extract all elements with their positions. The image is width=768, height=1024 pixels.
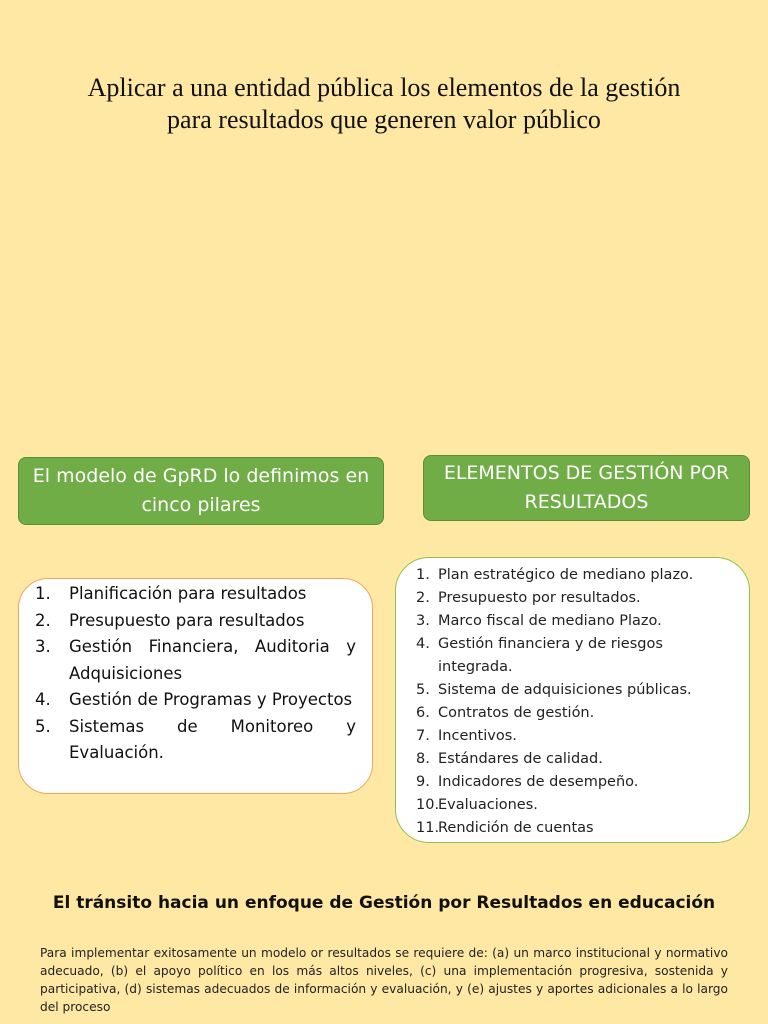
list-item-text: Sistema de adquisiciones públicas.	[438, 682, 692, 698]
pillars-box	[18, 578, 373, 794]
list-item	[35, 714, 356, 767]
list-item	[416, 587, 735, 610]
list-item-text: Planificación para resultados	[69, 584, 307, 603]
list-item	[416, 564, 735, 587]
list-item-text: Contratos de gestión.	[438, 705, 595, 721]
list-item	[416, 725, 735, 748]
list-item-number: 2.	[416, 590, 430, 606]
pillars-header-text: El modelo de GpRD lo definimos en cinco pilares	[32, 465, 370, 516]
list-item-number: 6.	[416, 705, 430, 721]
list-item	[35, 634, 356, 687]
list-item-number: 9.	[416, 774, 430, 790]
list-item-text: Marco fiscal de mediano Plazo.	[438, 613, 662, 629]
list-item	[416, 817, 735, 840]
list-item-text: Presupuesto para resultados	[69, 610, 305, 630]
list-item-text: Gestión de Programas y Proyectos	[69, 690, 353, 709]
list-item	[35, 608, 356, 635]
list-item	[416, 748, 735, 771]
list-item	[416, 794, 735, 817]
section-heading: El tránsito hacia un enfoque de Gestión por Resultados en educación	[52, 893, 716, 913]
pillars-list	[35, 581, 356, 767]
list-item-text: Plan estratégico de mediano plazo.	[438, 567, 694, 583]
list-item	[416, 679, 735, 702]
list-item-number: 3.	[35, 637, 51, 656]
list-item-text: Indicadores de desempeño.	[438, 774, 639, 790]
list-item-number: 5.	[416, 682, 430, 698]
pillars-header	[18, 457, 384, 525]
list-item-number: 2.	[35, 610, 51, 630]
elements-header	[423, 455, 750, 521]
list-item-number: 11.	[416, 820, 440, 836]
list-item-number: 1.	[35, 584, 51, 603]
list-item	[35, 687, 356, 714]
list-item-text: Estándares de calidad.	[438, 751, 603, 767]
body-paragraph: Para implementar exitosamente un modelo or resultados se requiere de: (a) un marco institucional y normativo adecuado, (b) el apoyo político en los más altos niveles, (c) una implementación progresiva, sostenida y participativa, (d) sistemas adecuados de información y evaluación, y (e) ajustes y aportes adicionales a lo largo del proceso	[40, 946, 728, 1014]
elements-header-text: ELEMENTOS DE GESTIÓN POR RESULTADOS	[443, 462, 730, 513]
list-item	[416, 610, 735, 633]
list-item-number: 7.	[416, 728, 430, 744]
list-item	[35, 581, 356, 608]
list-item-text: Incentivos.	[438, 728, 517, 744]
list-item-number: 4.	[416, 636, 430, 652]
list-item-text: Gestión Financiera, Auditoria y Adquisiciones	[69, 637, 356, 683]
elements-list	[416, 564, 735, 840]
list-item	[416, 633, 735, 679]
list-item-text: Gestión financiera y de riesgos integrada.	[438, 636, 663, 675]
list-item-number: 8.	[416, 751, 430, 767]
list-item-text: Evaluaciones.	[438, 797, 538, 813]
list-item-number: 10.	[416, 797, 440, 813]
list-item-number: 5.	[35, 716, 51, 736]
list-item-text: Rendición de cuentas	[438, 820, 594, 836]
list-item-text: Sistemas de Monitoreo y Evaluación.	[69, 716, 356, 762]
list-item-number: 4.	[35, 690, 51, 709]
list-item	[416, 771, 735, 794]
elements-box	[395, 557, 750, 843]
page-title: Aplicar a una entidad pública los elementos de la gestión para resultados que generen valor público	[87, 73, 681, 134]
list-item-number: 1.	[416, 567, 430, 583]
list-item	[416, 702, 735, 725]
list-item-text: Presupuesto por resultados.	[438, 590, 641, 606]
list-item-number: 3.	[416, 613, 430, 629]
